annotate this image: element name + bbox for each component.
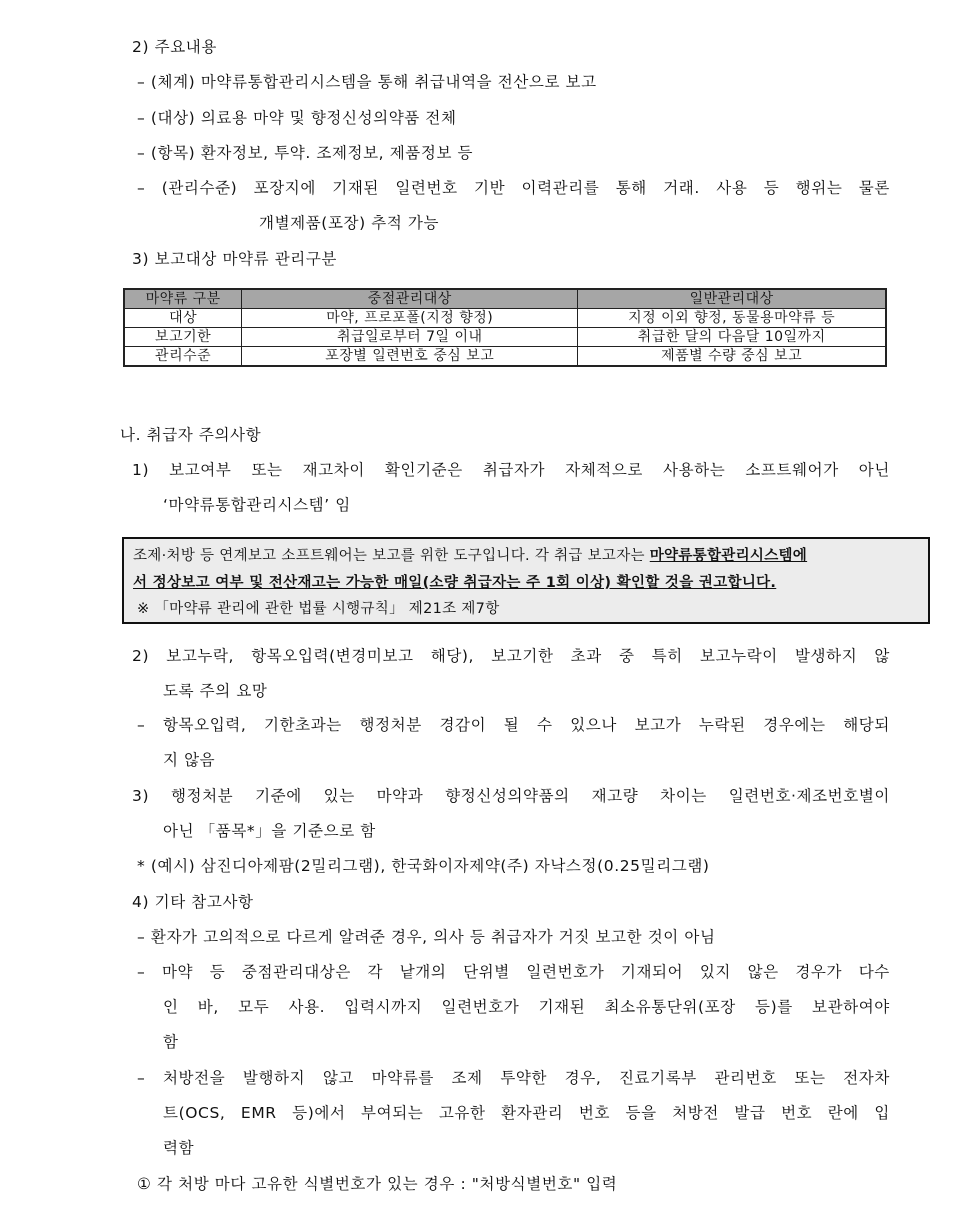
item-1-line: 1) 보고여부 또는 재고차이 확인기준은 취급자가 자체적으로 사용하는 소프트웨어가 아닌 xyxy=(132,461,890,479)
table-row xyxy=(124,328,886,347)
table-cell: 대상 xyxy=(124,309,242,328)
item-4-bullet-c-line-3: 력함 xyxy=(163,1139,195,1157)
table-row xyxy=(124,347,886,367)
bullet-management-level-cont: 개별제품(포장) 추적 가능 xyxy=(259,214,440,232)
bullet-management-level: – (관리수준) 포장지에 기재된 일련번호 기반 이력관리를 통해 거래. 사용 등 행위는 물론 xyxy=(137,179,890,197)
table-cell: 지정 이외 향정, 동물용마약류 등 xyxy=(578,309,886,328)
item-3-line-cont: 아닌 「품목*」을 기준으로 함 xyxy=(163,822,376,840)
item-4-bullet-b-line-2: 인 바, 모두 사용. 입력시까지 일련번호가 기재된 최소유통단위(포장 등)를 보관하여야 xyxy=(163,998,890,1016)
table-header-cell: 일반관리대상 xyxy=(578,289,886,309)
table-header-cell: 마약류 구분 xyxy=(124,289,242,309)
management-classification-table xyxy=(123,288,887,367)
item-4-bullet-c-line-2: 트(OCS, EMR 등)에서 부여되는 고유한 환자관리 번호 등을 처방전 발급 번호 란에 입 xyxy=(163,1104,890,1122)
table-cell: 마약, 프로포폴(지정 향정) xyxy=(242,309,578,328)
item-1-line-cont: ‘마약류통합관리시스템’ 임 xyxy=(163,496,351,514)
table-header-cell: 중점관리대상 xyxy=(242,289,578,309)
bullet-system: – (체계) 마약류통합관리시스템을 통해 취급내역을 전산으로 보고 xyxy=(137,73,597,91)
table-row xyxy=(124,309,886,328)
notice-line-2: 서 정상보고 여부 및 전산재고는 가능한 매일(소량 취급자는 주 1회 이상) 확인할 것을 권고합니다. xyxy=(133,575,777,591)
table-cell: 관리수준 xyxy=(124,347,242,367)
notice-line-1: 조제·처방 등 연계보고 소프트웨어는 보고를 위한 도구입니다. 각 취급 보고자는 마약류통합관리시스템에 xyxy=(133,548,808,564)
table-cell: 제품별 수량 중심 보고 xyxy=(578,347,886,367)
item-4-bullet-b-line-1: – 마약 등 중점관리대상은 각 낱개의 단위별 일련번호가 기재되어 있지 않은 경우가 다수 xyxy=(137,963,890,981)
item-4-circled-1: ① 각 처방 마다 고유한 식별번호가 있는 경우 : "처방식별번호" 입력 xyxy=(137,1175,618,1193)
section-heading-main-content: 2) 주요내용 xyxy=(132,38,217,56)
item-3-example-note: * (예시) 삼진디아제팜(2밀리그램), 한국화이자제약(주) 자낙스정(0.25밀리그램) xyxy=(137,857,710,875)
bullet-items: – (항목) 환자정보, 투약. 조제정보, 제품정보 등 xyxy=(137,144,474,162)
item-4-bullet-b-line-3: 함 xyxy=(163,1033,179,1051)
table-cell: 포장별 일련번호 중심 보고 xyxy=(242,347,578,367)
item-3-line: 3) 행정처분 기준에 있는 마약과 향정신성의약품의 재고량 차이는 일련번호·제조번호별이 xyxy=(132,787,890,805)
table-cell: 취급일로부터 7일 이내 xyxy=(242,328,578,347)
item-4-bullet-a: – 환자가 고의적으로 다르게 알려준 경우, 의사 등 취급자가 거짓 보고한 것이 아님 xyxy=(137,928,716,946)
item-2-line-cont: 도록 주의 요망 xyxy=(163,682,268,700)
table-header-row xyxy=(124,289,886,309)
item-2-sub-line-cont: 지 않음 xyxy=(163,751,216,769)
section-heading-report-target: 3) 보고대상 마약류 관리구분 xyxy=(132,250,337,268)
notice-box xyxy=(122,537,930,624)
table-cell: 보고기한 xyxy=(124,328,242,347)
item-4-bullet-c-line-1: – 처방전을 발행하지 않고 마약류를 조제 투약한 경우, 진료기록부 관리번호 또는 전자차 xyxy=(137,1069,890,1087)
item-4-heading: 4) 기타 참고사항 xyxy=(132,893,254,911)
notice-legal-reference: ※ 「마약류 관리에 관한 법률 시행규칙」 제21조 제7항 xyxy=(137,601,500,617)
bullet-target: – (대상) 의료용 마약 및 향정신성의약품 전체 xyxy=(137,109,457,127)
section-heading-handler-notes: 나. 취급자 주의사항 xyxy=(120,426,262,444)
table-cell: 취급한 달의 다음달 10일까지 xyxy=(578,328,886,347)
item-2-line: 2) 보고누락, 항목오입력(변경미보고 해당), 보고기한 초과 중 특히 보고누락이 발생하지 않 xyxy=(132,647,890,665)
item-2-sub-line: – 항목오입력, 기한초과는 행정처분 경감이 될 수 있으나 보고가 누락된 경우에는 해당되 xyxy=(137,716,890,734)
